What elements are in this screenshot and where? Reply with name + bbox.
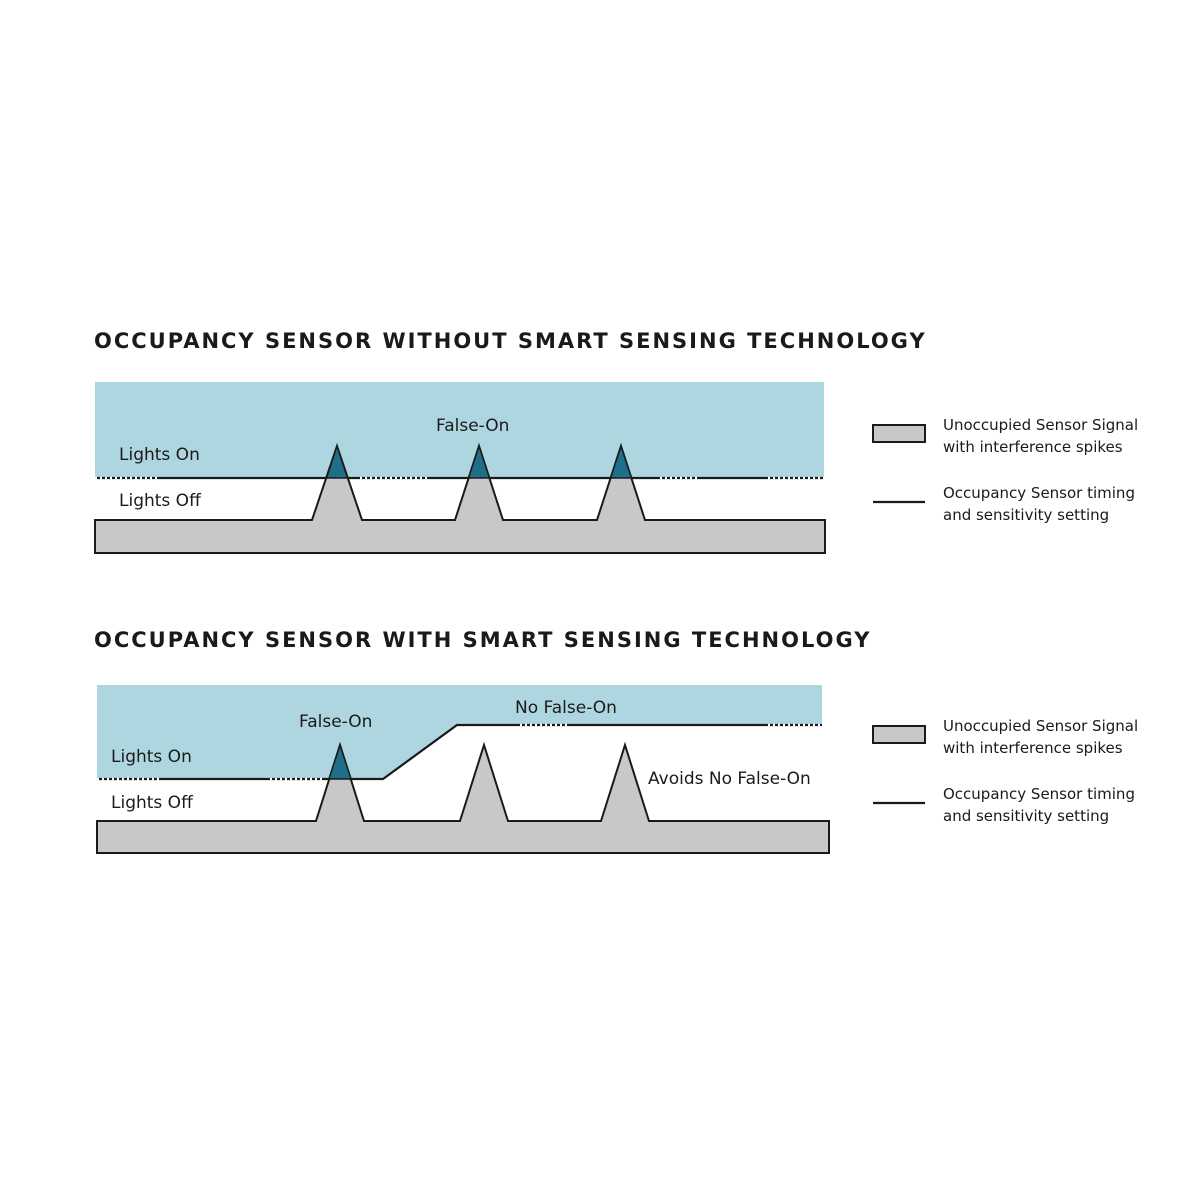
- panel-without-smart-sensing: [94, 329, 927, 553]
- legend-setting-line2: and sensitivity setting: [943, 807, 1110, 825]
- false-on-label: False-On: [299, 712, 373, 732]
- lights-off-label: Lights Off: [119, 491, 201, 511]
- legend-setting-line1: Occupancy Sensor timing: [943, 785, 1135, 803]
- legend-signal-line1: Unoccupied Sensor Signal: [943, 717, 1139, 735]
- lights-on-label: Lights On: [119, 445, 200, 465]
- legend-signal-swatch: [873, 425, 925, 442]
- legend-setting-line2: and sensitivity setting: [943, 506, 1110, 524]
- panel-with-smart-sensing: [94, 628, 871, 853]
- lights-on-zone: [97, 685, 822, 779]
- panel-bottom-title: OCCUPANCY SENSOR WITH SMART SENSING TECHNOLOGY: [94, 628, 872, 652]
- legend-signal-swatch: [873, 726, 925, 743]
- avoids-false-on-label: Avoids No False-On: [648, 769, 811, 789]
- lights-off-label: Lights Off: [111, 793, 193, 813]
- lights-on-label: Lights On: [111, 747, 192, 767]
- legend-top: [873, 416, 1138, 524]
- false-on-label: False-On: [436, 416, 510, 436]
- no-false-on-label: No False-On: [515, 698, 617, 718]
- legend-signal-line1: Unoccupied Sensor Signal: [943, 416, 1139, 434]
- legend-signal-line2: with interference spikes: [943, 438, 1123, 456]
- legend-setting-line1: Occupancy Sensor timing: [943, 484, 1135, 502]
- legend-bottom: [873, 717, 1138, 825]
- legend-signal-line2: with interference spikes: [943, 739, 1123, 757]
- panel-top-title: OCCUPANCY SENSOR WITHOUT SMART SENSING TECHNOLOGY: [94, 329, 927, 353]
